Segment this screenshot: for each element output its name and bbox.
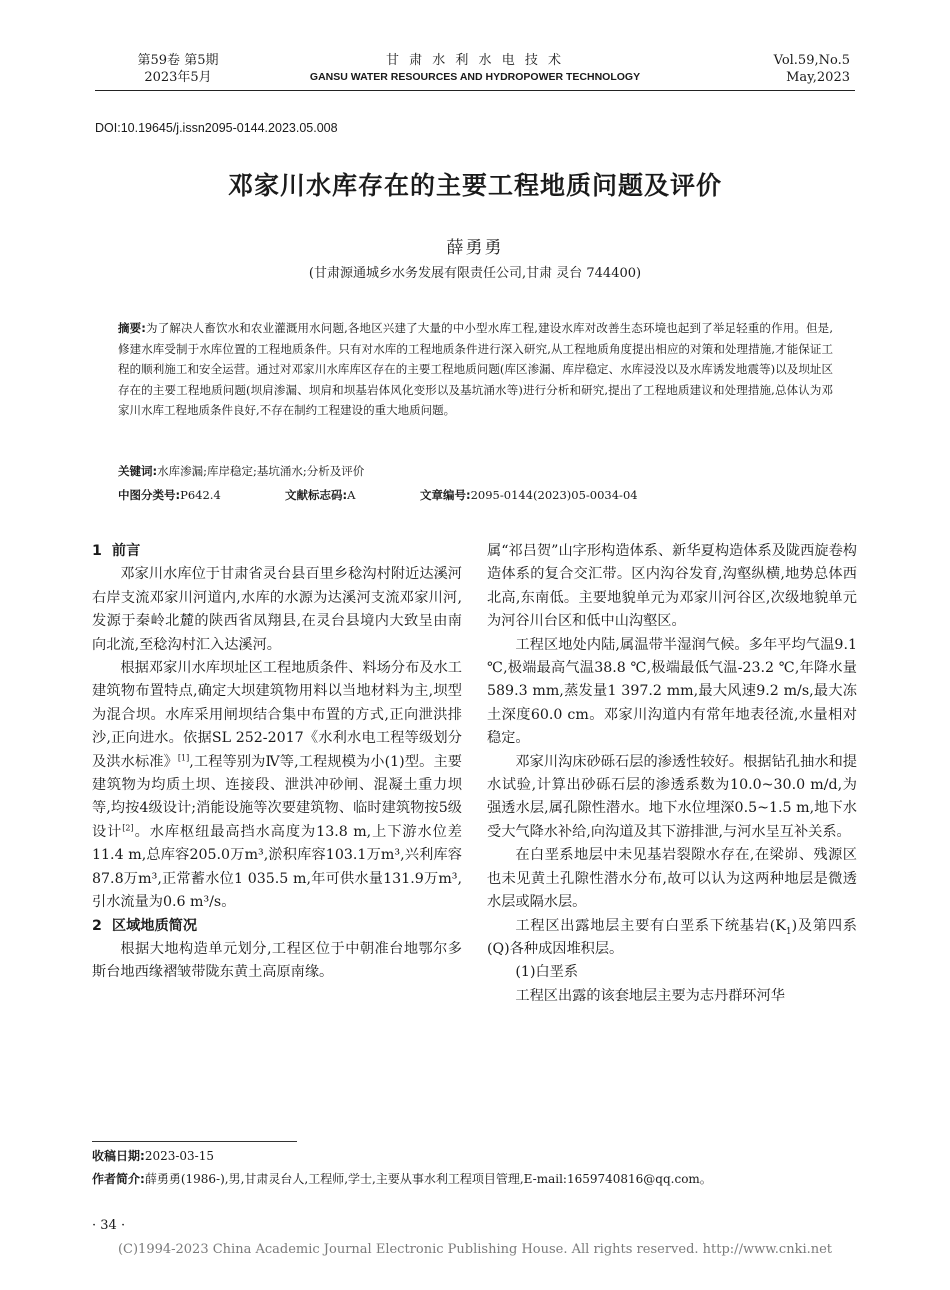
subscript: 1 (785, 926, 792, 937)
paragraph: 工程区出露的该套地层主要为志丹群环河华 (515, 987, 785, 1004)
journal-name-en: GANSU WATER RESOURCES AND HYDROPOWER TECHNOLOGY (309, 71, 641, 83)
section-title: 区域地质简况 (111, 917, 198, 934)
left-column (92, 540, 462, 985)
article-number-item (420, 487, 638, 503)
author-affiliation: (甘肃源通城乡水务发展有限责任公司,甘肃 灵台 744400) (308, 266, 642, 281)
clc-item (118, 487, 285, 503)
header-volume-block (745, 52, 850, 86)
subsection-heading: (1)白垩系 (515, 964, 579, 981)
paragraph: 邓家川沟床砂砾石层的渗透性较好。根据钻孔抽水和提水试验,计算出砂砾石层的渗透系数为10.0~30.0 m/d,为强透水层,属孔隙性潜水。地下水位埋深0.5~1.5 m,地下水受大气降水补给,向沟道及其下游排泄,与河水呈互补关系。 (487, 753, 857, 840)
received-date (92, 1147, 852, 1165)
section-number: 1 (92, 543, 102, 559)
header-divider (95, 90, 855, 91)
paragraph: 邓家川水库位于甘肃省灵台县百里乡稔沟村附近达溪河右岸支流邓家川河道内,水库的水源为达溪河支流邓家川河,发源于秦岭北麓的陕西省凤翔县,在灵台县境内大致呈由南向北流,至稔沟村汇入达溪河。 (92, 566, 462, 653)
classification-meta (118, 487, 833, 503)
section-number: 2 (92, 917, 102, 934)
paragraph-text: )及第四系(Q)各种成因堆积层。 (487, 917, 857, 957)
section-heading-geology (92, 915, 462, 938)
doc-code-value: A (347, 488, 356, 502)
right-column (487, 540, 857, 1008)
clc-value: P642.4 (180, 488, 221, 502)
citation-ref[interactable]: [2] (122, 823, 134, 833)
header-issue-block (118, 52, 238, 86)
paragraph-text: 。水库枢纽最高挡水高度为13.8 m,上下游水位差11.4 m,总库容205.0万m³,淤积库容103.1万m³,兴利库容87.8万m³,正常蓄水位1 035.5 m,年可供水量131.9万m³,引水流量为0.6 m³/s。 (92, 823, 462, 911)
paragraph: 工程区地处内陆,属温带半湿润气候。多年平均气温9.1 ℃,极端最高气温38.8 ℃,极端最低气温-23.2 ℃,年降水量589.3 mm,蒸发量1 397.2 mm,最大风速9.2 m/s,最大冻土深度60.0 cm。邓家川沟道内有常年地表径流,水量相对稳定。 (487, 636, 857, 747)
footnote-divider (92, 1141, 297, 1142)
page-number: · 34 · (92, 1218, 126, 1233)
abstract-text: 为了解决人畜饮水和农业灌溉用水问题,各地区兴建了大量的中小型水库工程,建设水库对改善生态环境也起到了举足轻重的作用。但是,修建水库受制于水库位置的工程地质条件。只有对水库的工程地质条件进行深入研究,从工程地质角度提出相应的对策和处理措施,才能保证工程的顺利施工和安全运营。通过对邓家川水库库区存在的主要工程地质问题(库区渗漏、库岸稳定、水库浸没以及水库诱发地震等)以及坝址区存在的主要工程地质问题(坝肩渗漏、坝肩和坝基岩体风化变形以及基坑涌水等)进行分析和研究,提出了工程地质建议和处理措施,总体认为邓家川水库工程地质条件良好,不存在制约工程建设的重大地质问题。 (118, 321, 833, 417)
journal-name-cn: 甘 肃 水 利 水 电 技 术 (386, 53, 564, 68)
received-value: 2023-03-15 (144, 1149, 214, 1163)
citation-ref[interactable]: [1] (177, 752, 190, 762)
paragraph: 根据大地构造单元划分,工程区位于中朝准台地鄂尔多斯台地西缘褶皱带陇东黄土高原南缘。 (92, 940, 462, 981)
paragraph-text: ,工程等别为Ⅳ等,工程规模为小(1)型。主要建筑物为均质土坝、连接段、泄洪冲砂闸、混凝土重力坝等,均按4级设计;消能设施等次要建筑物、临时建筑物按5级设计 (92, 753, 462, 840)
keywords-text: 水库渗漏;库岸稳定;基坑涌水;分析及评价 (157, 464, 365, 478)
author-name: 薛勇勇 (446, 238, 504, 258)
article-number-label: 文章编号: (420, 488, 471, 502)
doi[interactable]: DOI:10.19645/j.issn2095-0144.2023.05.008 (95, 121, 338, 135)
copyright-notice: (C)1994-2023 China Academic Journal Electronic Publishing House. All rights reserved. http://www.cnki.net (117, 1242, 833, 1257)
bio-label: 作者简介: (92, 1172, 145, 1186)
section-heading-intro (92, 540, 462, 563)
paper-title: 邓家川水库存在的主要工程地质问题及评价 (227, 171, 722, 200)
date-cn: 2023年5月 (144, 70, 212, 85)
journal-name-block (300, 52, 650, 86)
section-title: 前言 (111, 543, 141, 559)
abstract (118, 318, 833, 421)
paragraph: 在白垩系地层中未见基岩裂隙水存在,在梁峁、残源区也未见黄土孔隙性潜水分布,故可以认为这两种地层是微透水层或隔水层。 (487, 847, 857, 911)
clc-label: 中图分类号: (118, 488, 181, 502)
paragraph (487, 915, 857, 962)
received-label: 收稿日期: (92, 1149, 145, 1163)
keywords-label: 关键词: (118, 464, 158, 478)
article-number-value: 2095-0144(2023)05-0034-04 (470, 488, 638, 502)
keywords (118, 463, 364, 479)
date-en: May,2023 (786, 70, 850, 85)
issue-cn: 第59卷 第5期 (137, 53, 219, 68)
paragraph: 属“祁吕贺”山字形构造体系、新华夏构造体系及陇西旋卷构造体系的复合交汇带。区内沟谷发育,沟壑纵横,地势总体西北高,东南低。主要地貌单元为邓家川河谷区,次级地貌单元为河谷川台区和低中山沟壑区。 (487, 543, 857, 630)
doc-code-label: 文献标志码: (285, 488, 348, 502)
issue-en: Vol.59,No.5 (773, 53, 850, 68)
paragraph (92, 657, 462, 914)
bio-text: 薛勇勇(1986-),男,甘肃灵台人,工程师,学士,主要从事水利工程项目管理,E-mail:1659740816@qq.com。 (144, 1172, 712, 1186)
author-bio (92, 1170, 852, 1188)
abstract-label: 摘要: (118, 321, 146, 335)
paragraph-text: 工程区出露地层主要有白垩系下统基岩(K (515, 917, 786, 934)
doc-code-item (285, 487, 420, 503)
paragraph-text: 根据邓家川水库坝址区工程地质条件、料场分布及水工建筑物布置特点,确定大坝建筑物用料以当地材料为主,坝型为混合坝。水库采用闸坝结合集中布置的方式,正向泄洪排沙,正向进水。依据SL 252-2017《水利水电工程等级划分及洪水标准》 (92, 660, 462, 770)
